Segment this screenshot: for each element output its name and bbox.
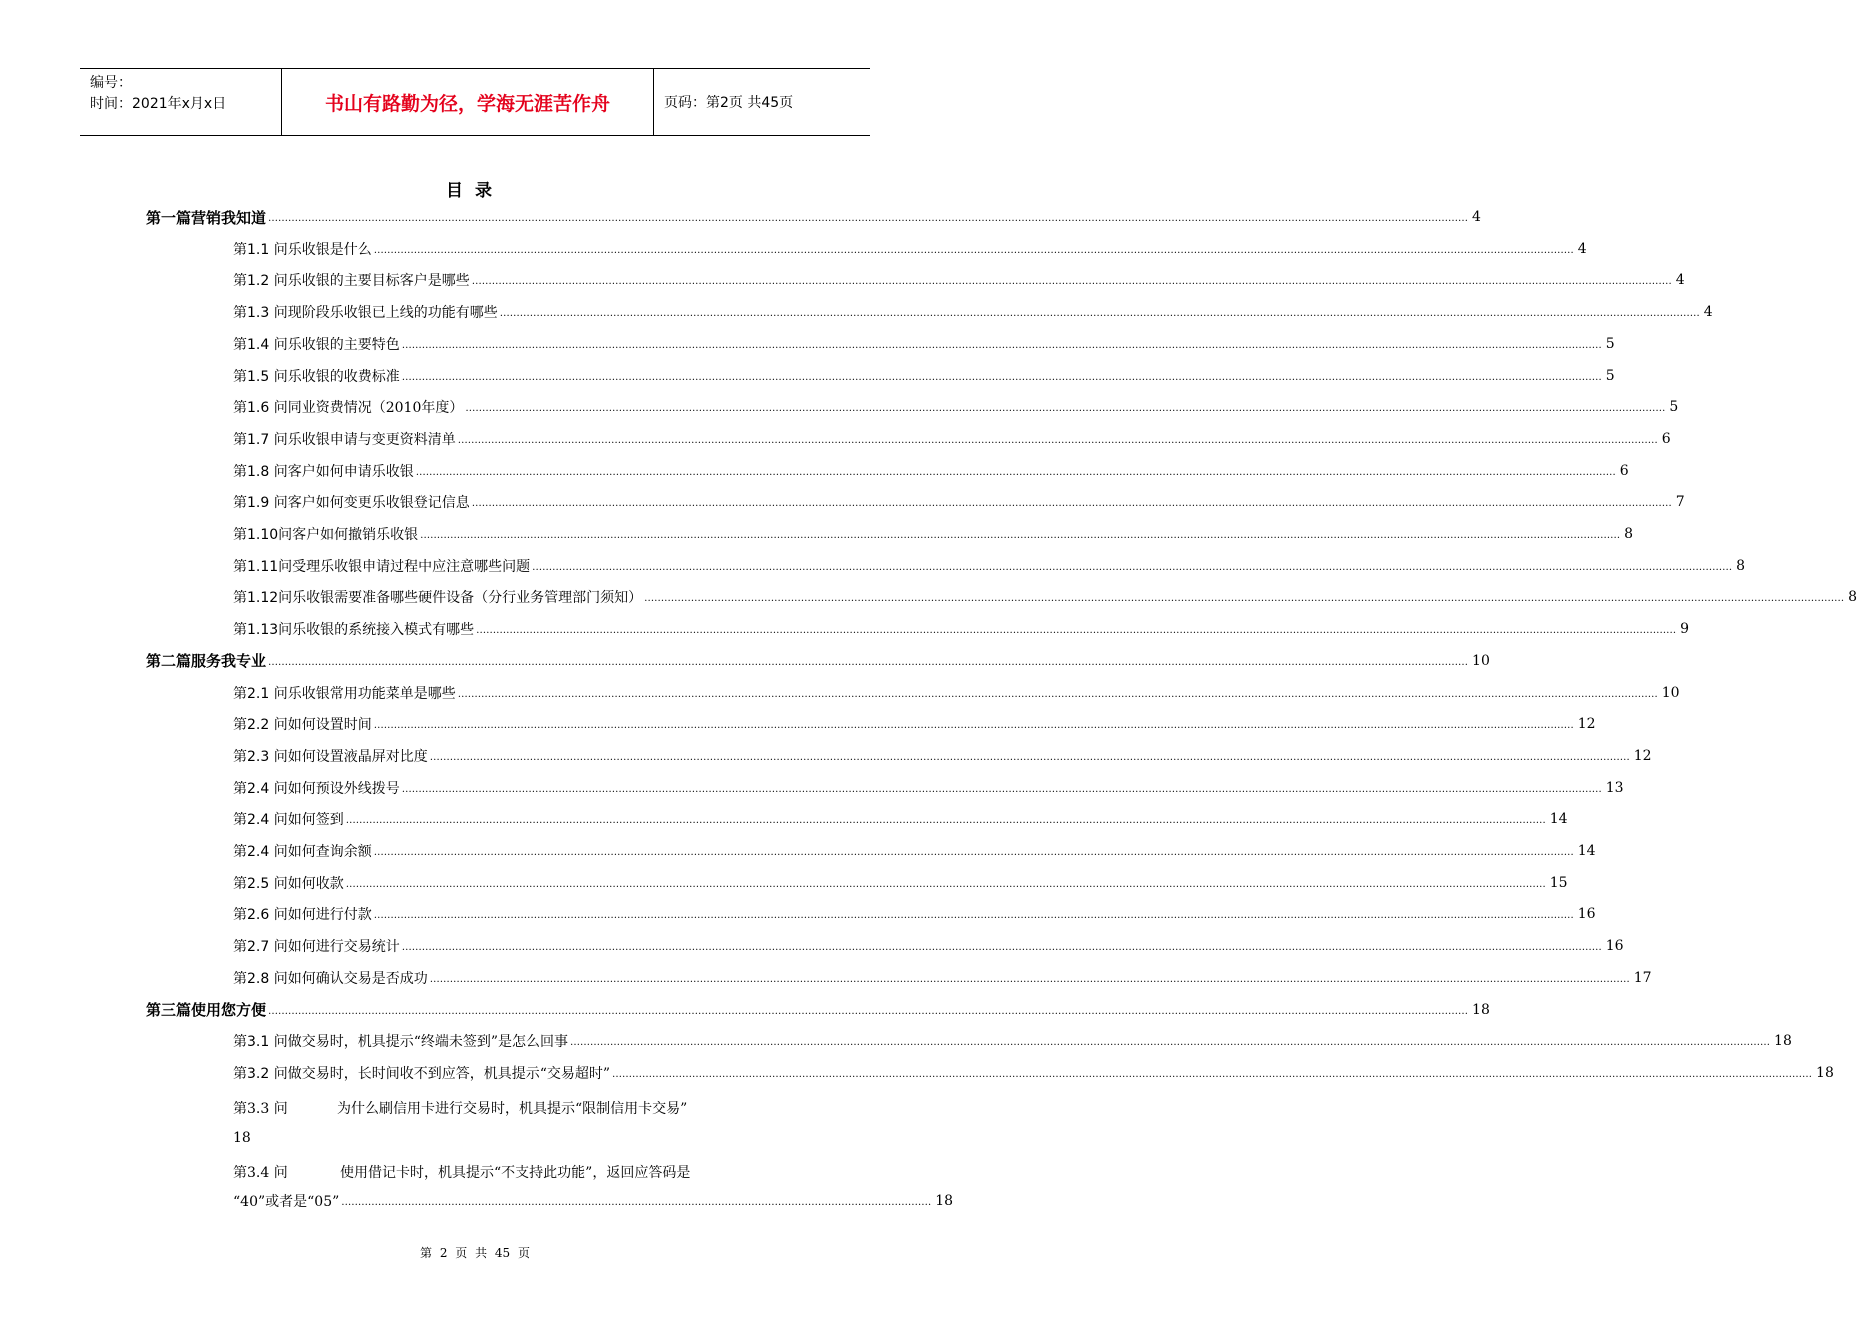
leader-dots: ……………………………………………………………………………………………………………………………………………………………………………………………………………………………………………………………………………………………………………………………… (532, 561, 1733, 573)
toc-entry-label: 第2.2 问 (233, 717, 288, 734)
toc-entry-label: 第1.11问 (233, 558, 293, 575)
toc-entry-label: 第1.4 问 (233, 336, 288, 353)
toc-entry-row (233, 424, 1671, 454)
leader-dots: ……………………………………………………………………………………………………………………………………………………………………………………………………………………………………………………………………………………………………………………………… (345, 878, 1546, 890)
toc-entry-title: 如何签到 (287, 812, 344, 829)
toc-page-number: 16 (1605, 938, 1624, 955)
toc-chapter-title: 服务我专业 (191, 652, 267, 671)
toc-entry-label: 第2.3 问 (233, 748, 288, 765)
header-left-cell (80, 69, 282, 135)
toc-entry-label: 第1.13问 (233, 622, 293, 639)
leader-dots: ……………………………………………………………………………………………………………………………………………………………………………………………………………………………………………………………………………………………………………………………… (268, 656, 1469, 668)
toc-entry-title: 同业资费情况（2010年度） (287, 400, 464, 417)
toc-page-number: 12 (1577, 716, 1596, 733)
toc-entry-row (233, 582, 1857, 612)
toc-chapter-title: 营销我知道 (191, 208, 267, 227)
toc-entry-row (233, 773, 1624, 803)
toc-entry-title: 如何查询余额 (287, 844, 372, 860)
leader-dots: ……………………………………………………………………………………………………………………………………………………………………………………………………………………………………………………………………………………………………………………………… (612, 1068, 1813, 1080)
toc-page-number: 6 (1661, 430, 1671, 447)
leader-dots: ……………………………………………………………………………………………………………………………………………………………………………………………………………………………………………………………………………………………………………………………… (268, 1005, 1469, 1017)
toc-entry-title: 如何收款 (287, 875, 344, 892)
toc-page-number: 5 (1669, 399, 1679, 416)
toc-entry-title: 乐收银需要准备哪些硬件设备（分行业务管理部门须知） (292, 590, 643, 607)
leader-dots: ……………………………………………………………………………………………………………………………………………………………………………………………………………………………………………………………………………………………………………………………… (268, 213, 1469, 224)
toc-entry-title: 如何设置液晶屏对比度 (287, 748, 428, 765)
toc-entry-title: 乐收银常用功能菜单是哪些 (287, 685, 456, 702)
toc-entry-row (233, 614, 1690, 644)
toc-entry-row (233, 868, 1568, 898)
leader-dots: ……………………………………………………………………………………………………………………………………………………………………………………………………………………………………………………………………………………………………………………………… (401, 942, 1602, 954)
toc-page-number: 4 (1577, 240, 1587, 257)
toc-entry-title: 如何进行付款 (287, 907, 372, 924)
toc-entry-row (233, 741, 1652, 771)
toc-entry-label: 第1.5 问 (233, 368, 288, 385)
toc-entry-row (233, 963, 1652, 993)
toc-entry-title: 乐收银的主要目标客户是哪些 (287, 273, 470, 290)
leader-dots: ……………………………………………………………………………………………………………………………………………………………………………………………………………………………………………………………………………………………………………………………… (570, 1037, 1771, 1049)
leader-dots: ……………………………………………………………………………………………………………………………………………………………………………………………………………………………………………………………………………………………………………………………… (644, 593, 1845, 605)
toc-entry-label: 第1.2 问 (233, 273, 288, 290)
toc-page-number: 8 (1736, 557, 1746, 574)
toc-entry-3-3-page: 18 (233, 1130, 251, 1146)
toc-entry-label: 第1.6 问 (233, 400, 288, 417)
toc-entry-row (233, 551, 1746, 581)
toc-entry-row (233, 836, 1596, 866)
toc-page-number: 10 (1661, 684, 1680, 701)
toc-entry-title: 做交易时，机具提示“终端未签到”是怎么回事 (287, 1034, 569, 1051)
toc-entry-row (233, 1058, 1834, 1088)
toc-chapter-title: 使用您方便 (191, 1001, 267, 1019)
toc-page-number: 6 (1619, 462, 1629, 479)
leader-dots: ……………………………………………………………………………………………………………………………………………………………………………………………………………………………………………………………………………………………………………………………… (476, 625, 1677, 637)
toc-entry-label: 第2.7 问 (233, 939, 288, 956)
toc-page-number: 15 (1549, 874, 1568, 891)
toc-chapter-label: 第三篇 (146, 1001, 192, 1019)
leader-dots: ……………………………………………………………………………………………………………………………………………………………………………………………………………………………………………………………………………………………………………………………… (401, 783, 1602, 795)
toc-entry-row (233, 297, 1713, 327)
toc-chapter-row (146, 995, 1490, 1025)
toc-entry-row (233, 709, 1596, 739)
toc-page-number: 14 (1577, 843, 1596, 859)
toc-page-number: 14 (1549, 811, 1568, 828)
toc-entry-title: 客户如何申请乐收银 (287, 463, 414, 480)
toc-entry-label: 第2.4 问 (233, 780, 288, 797)
toc-page-number: 7 (1675, 494, 1685, 511)
toc-page-number: 5 (1605, 367, 1615, 384)
toc-entry-row (233, 265, 1685, 295)
toc-entry-row (233, 519, 1634, 549)
toc-page-number: 13 (1605, 779, 1624, 796)
toc-entry-3-4-title-line2: “40”或者是“05” (233, 1194, 340, 1210)
toc-entry-label: 第3.1 问 (233, 1034, 288, 1051)
toc-entry-row (233, 392, 1679, 422)
leader-dots: ……………………………………………………………………………………………………………………………………………………………………………………………………………………………………………………………………………………………………………………………… (345, 815, 1546, 827)
toc-entry-3-4-label: 第3.4 问 (233, 1165, 288, 1181)
toc-page-number: 10 (1472, 652, 1490, 669)
leader-dots: ……………………………………………………………………………………………………………………………………………………………………………………………………………………………………………………………………………………………………………………………… (499, 308, 1700, 320)
toc-title: 目录 (446, 181, 504, 201)
toc-entry-label: 第2.8 问 (233, 970, 288, 987)
toc-page-number: 12 (1633, 747, 1652, 764)
toc-entry-label: 第1.8 问 (233, 463, 288, 480)
leader-dots: ……………………………………………………………………………………………………………………………………………………………………………………………………………………………………………………………………………………………………………………………… (373, 244, 1574, 256)
document-header (80, 68, 870, 136)
toc-entry-row (233, 456, 1629, 486)
toc-page-number: 9 (1680, 621, 1690, 638)
toc-entry-title: 乐收银是什么 (287, 241, 372, 258)
toc-entry-row (233, 931, 1624, 961)
toc-entry-label: 第3.2 问 (233, 1065, 288, 1082)
toc-entry-title: 如何确认交易是否成功 (287, 970, 428, 987)
toc-entry-label: 第1.12问 (233, 590, 293, 607)
leader-dots: ……………………………………………………………………………………………………………………………………………………………………………………………………………………………………………………………………………………………………………………………… (415, 466, 1616, 478)
header-page-info: 页码：第2页 共45页 (664, 95, 794, 111)
toc-entry-label: 第1.7 问 (233, 431, 288, 448)
toc-entry-label: 第2.6 问 (233, 907, 288, 924)
leader-dots: ……………………………………………………………………………………………………………………………………………………………………………………………………………………………………………………………………………………………………………………………… (373, 720, 1574, 732)
leader-dots: ……………………………………………………………………………………………………………………………………………………………………………………………………………………………………………………………………………………………………………………………… (373, 910, 1574, 922)
leader-dots: ……………………………………………………………………………………………………………………………………………………………………………………………………………………………………………………………………………………………………………………………… (471, 498, 1672, 510)
toc-entry-row (233, 804, 1568, 834)
leader-dots: ……………………………………………………………………………………………………………………………………………………………………………………………………………………………………………………………………………………………………………………………… (457, 688, 1658, 700)
toc-entry-label: 第2.4 问 (233, 812, 288, 829)
toc-entry-row (233, 487, 1685, 517)
toc-page-number: 18 (1816, 1064, 1834, 1081)
toc-page-number: 5 (1605, 335, 1615, 352)
leader-dots: ……………………………………………………………………………………………………………………………………………………………………………………………………………………………………………………………………………………………………………………………… (373, 847, 1574, 858)
toc-entry-row (233, 361, 1615, 391)
toc-entry-row (233, 234, 1587, 264)
toc-entry-label: 第1.10问 (233, 527, 293, 543)
leader-dots: ……………………………………………………………………………………………………………………………………………………………………………………………………………………………………………………………………………………………………………………………… (471, 276, 1672, 288)
toc-entry-row (233, 899, 1596, 929)
toc-entry-title: 如何进行交易统计 (287, 939, 400, 956)
toc-chapter-label: 第一篇 (146, 208, 192, 227)
toc-entry-title: 如何预设外线拨号 (287, 780, 400, 797)
toc-entry-title: 如何设置时间 (287, 717, 372, 734)
leader-dots: …………………………………………………………………………………………………………………………………………………………… (341, 1197, 932, 1208)
toc-page-number: 8 (1848, 589, 1857, 606)
toc-entry-title: 现阶段乐收银已上线的功能有哪些 (287, 305, 498, 322)
toc-entry-label: 第1.3 问 (233, 305, 288, 322)
leader-dots: ……………………………………………………………………………………………………………………………………………………………………………………………………………………………………………………………………………………………………………………………… (401, 371, 1602, 383)
toc-page-number: 4 (1703, 304, 1713, 321)
toc-entry-3-4-page: 18 (935, 1193, 954, 1209)
toc-entry-label: 第2.5 问 (233, 875, 288, 892)
toc-chapter-row (146, 646, 1490, 676)
toc-page-number: 4 (1472, 209, 1481, 225)
leader-dots: ……………………………………………………………………………………………………………………………………………………………………………………………………………………………………………………………………………………………………………………………… (420, 530, 1621, 541)
toc-entry-3-4-line2 (233, 1186, 954, 1216)
leader-dots: ……………………………………………………………………………………………………………………………………………………………………………………………………………………………………………………………………………………………………………………………… (457, 434, 1658, 446)
toc-entry-title: 乐收银的系统接入模式有哪些 (292, 622, 475, 639)
toc-entry-title: 客户如何变更乐收银登记信息 (287, 495, 470, 512)
toc-entry-row (233, 329, 1615, 359)
toc-entry-3-3-label: 第3.3 问 (233, 1101, 288, 1117)
leader-dots: ……………………………………………………………………………………………………………………………………………………………………………………………………………………………………………………………………………………………………………………………… (465, 403, 1666, 415)
toc-entry-title: 受理乐收银申请过程中应注意哪些问题 (292, 558, 531, 575)
leader-dots: ……………………………………………………………………………………………………………………………………………………………………………………………………………………………………………………………………………………………………………………………… (401, 339, 1602, 351)
toc-entry-3-3-title: 为什么刷信用卡进行交易时，机具提示“限制信用卡交易” (337, 1101, 688, 1117)
toc-page-number: 4 (1675, 272, 1685, 289)
toc-page-number: 8 (1624, 526, 1634, 542)
header-motto: 书山有路勤为径，学海无涯苦作舟 (282, 69, 654, 135)
leader-dots: ……………………………………………………………………………………………………………………………………………………………………………………………………………………………………………………………………………………………………………………………… (429, 973, 1630, 985)
number-label: 编号： (90, 75, 132, 91)
toc-chapter-label: 第二篇 (146, 652, 192, 671)
toc-entry-row (233, 678, 1680, 708)
toc-entry-label: 第1.1 问 (233, 241, 288, 258)
toc-entry-title: 客户如何撤销乐收银 (292, 527, 419, 543)
toc-entry-title: 做交易时，长时间收不到应答，机具提示“交易超时” (287, 1065, 611, 1082)
toc-entry-3-4-title-line1: 使用借记卡时，机具提示“不支持此功能”，返回应答码是 (340, 1165, 691, 1181)
toc-page-number: 17 (1633, 969, 1652, 986)
toc-entry-row (233, 1026, 1792, 1056)
toc-entry-title: 乐收银的收费标准 (287, 368, 400, 385)
toc-page-number: 18 (1472, 1001, 1490, 1018)
toc-entry-label: 第2.1 问 (233, 685, 288, 702)
toc-entry-label: 第2.4 问 (233, 844, 288, 860)
time-label: 时间：2021年x月x日 (90, 96, 227, 112)
toc-entry-title: 乐收银的主要特色 (287, 336, 400, 353)
page-footer: 第 2 页 共 45 页 (420, 1246, 530, 1260)
toc-chapter-row (146, 202, 1481, 232)
toc-page-number: 18 (1774, 1033, 1792, 1050)
toc-entry-title: 乐收银申请与变更资料清单 (287, 431, 456, 448)
leader-dots: ……………………………………………………………………………………………………………………………………………………………………………………………………………………………………………………………………………………………………………………………… (429, 751, 1630, 763)
toc-entry-label: 第1.9 问 (233, 495, 288, 512)
toc-page-number: 16 (1577, 906, 1596, 923)
